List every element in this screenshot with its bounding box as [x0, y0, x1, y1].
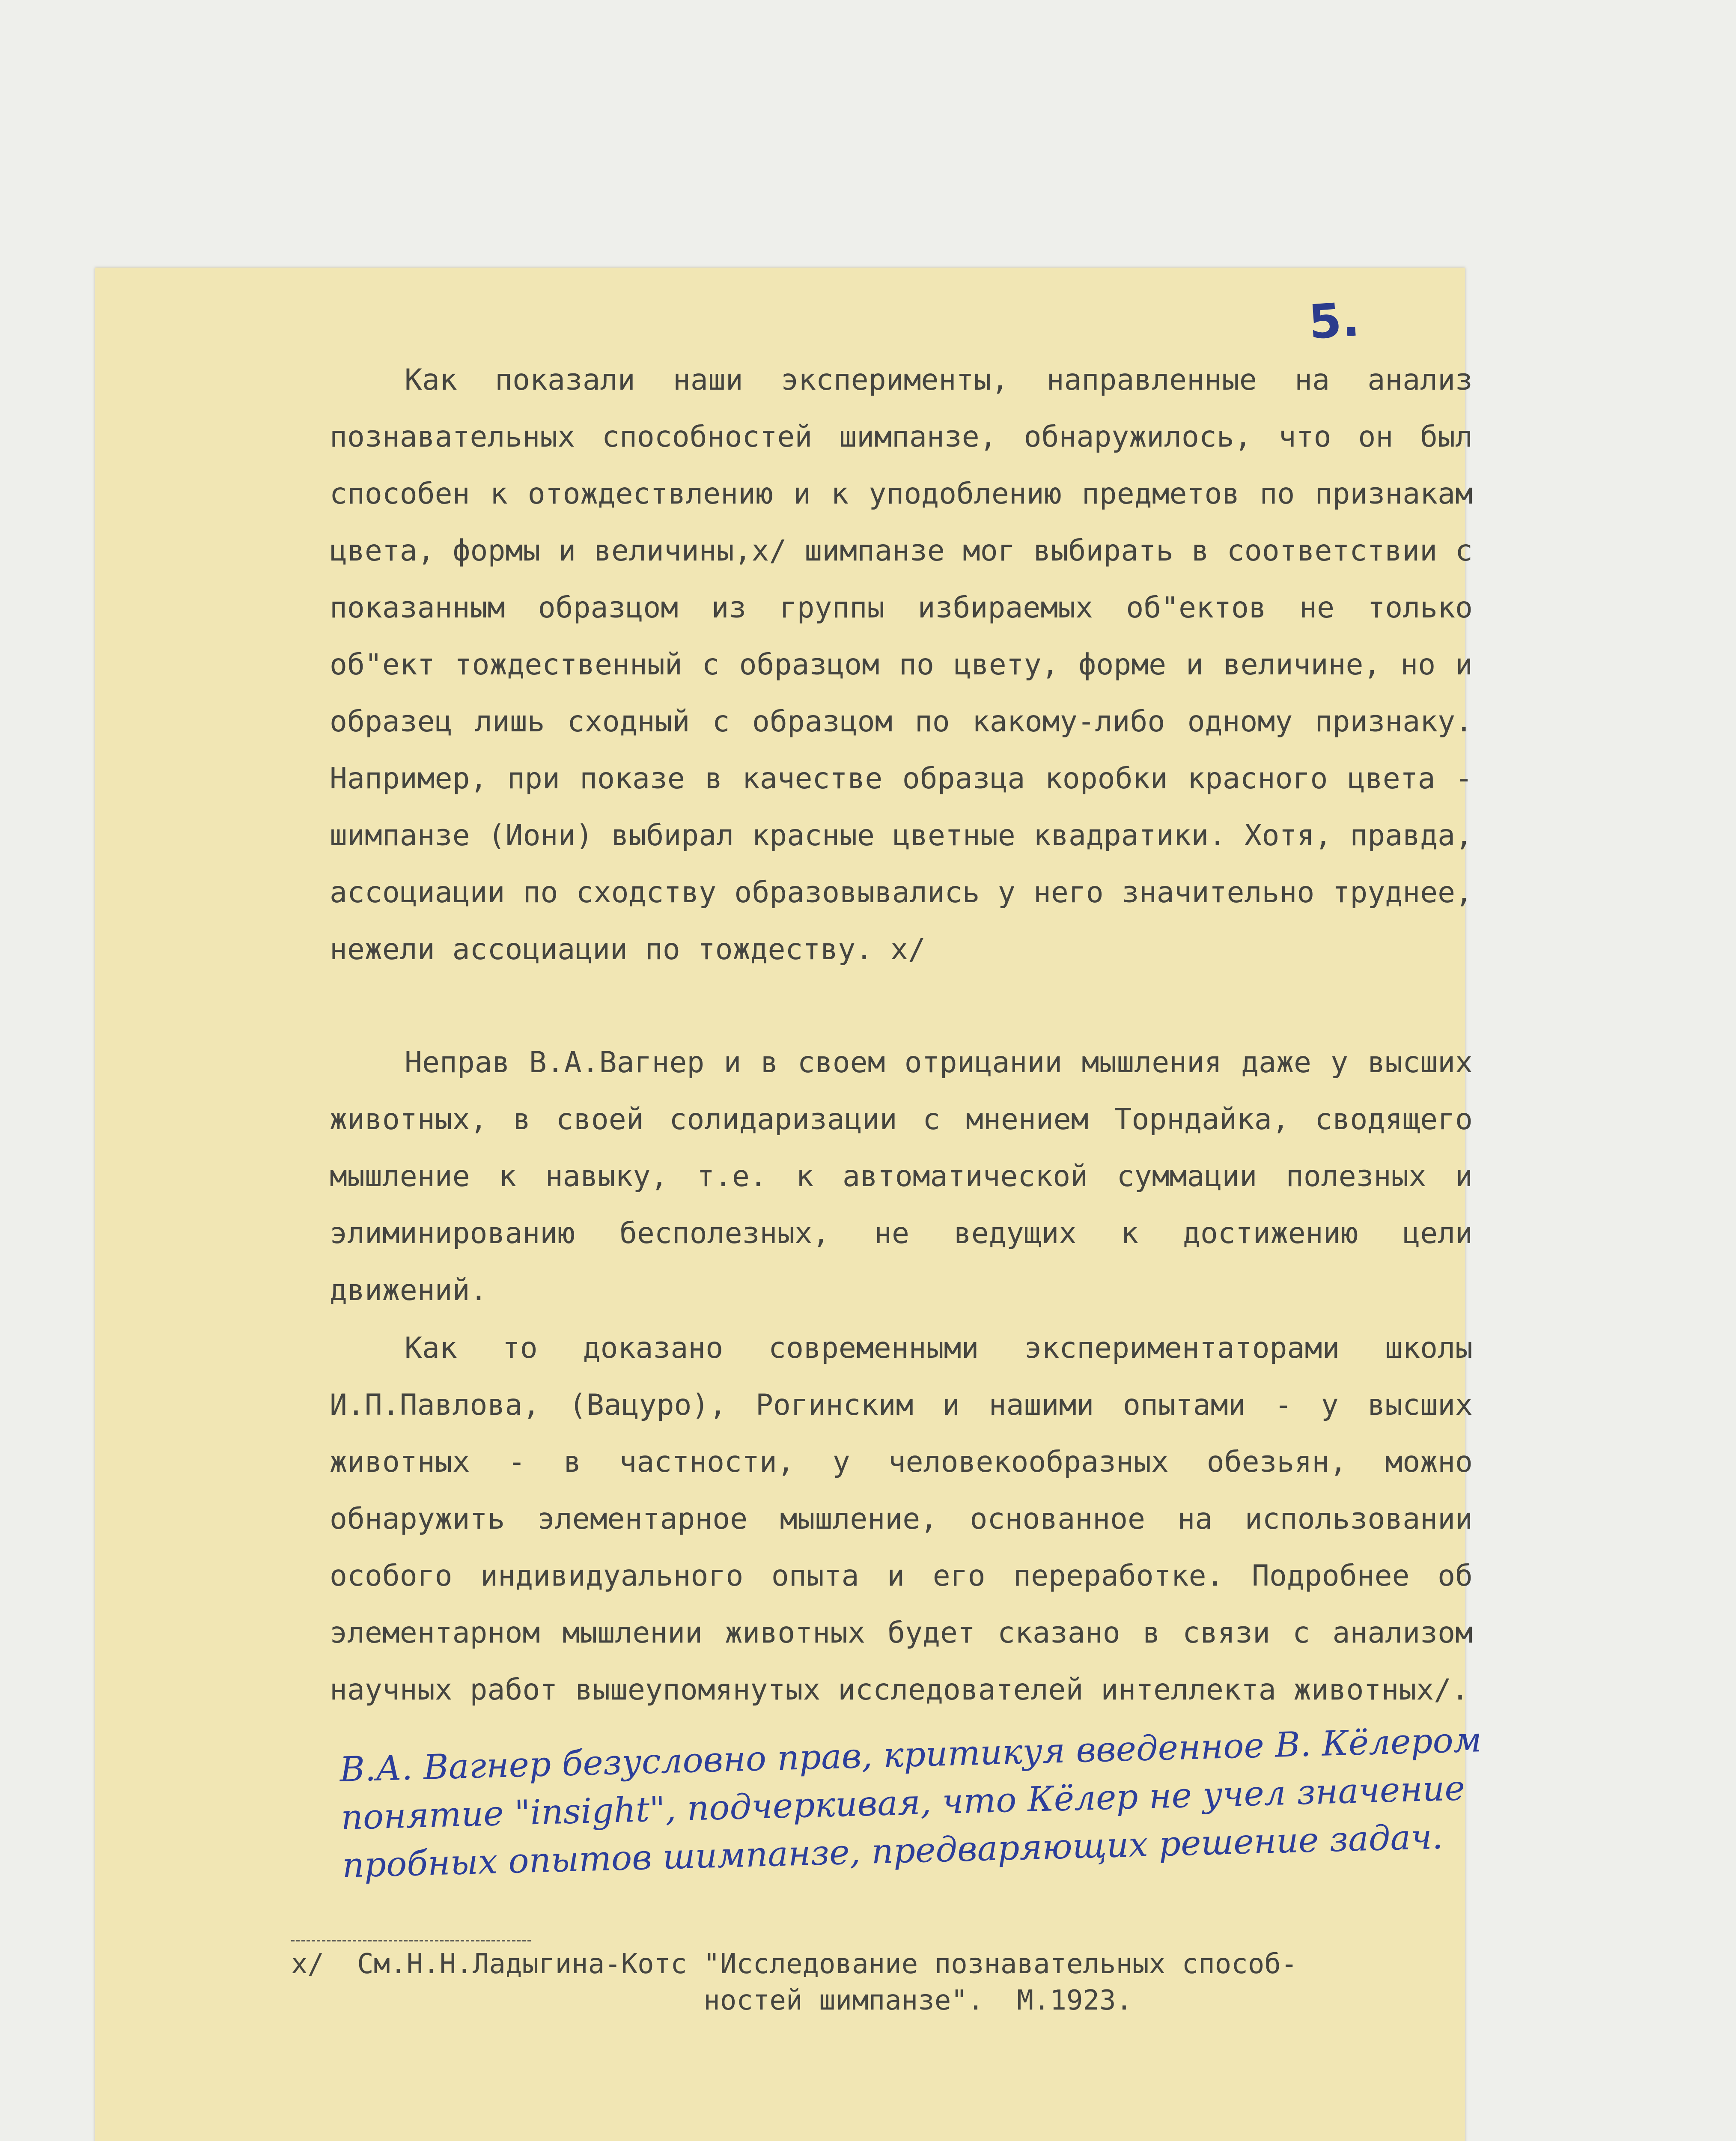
handwritten-note: В.А. Вагнер безусловно прав, критикуя введенное В. Кёлером понятие "insight", подчеркивая, что Кёлер не учел значение пробных опытов шимпанзе, предваряющих решение задач. [339, 1720, 1483, 1885]
body-paragraph-1: Как показали наши эксперименты, направленные на анализ познавательных способностей шимпанзе, обнаружилось, что он был способен к отождествлению и к уподоблению предметов по признакам цвета, формы и величины,x/ шимпанзе мог выбирать в соответствии с показанным образцом из группы избираемых об"ектов не только об"ект тождественный с образцом по цвету, форме и величине, но и образец лишь сходный с образцом по какому-либо одному признаку. Например, при показе в качестве образца коробки красного цвета - шимпанзе (Иони) выбирал красные цветные квадратики. Хотя, правда, ассоциации по сходству образовывались у него значительно труднее, нежели ассоциации по тождеству. x/ [330, 363, 1473, 966]
footnote [291, 1946, 1481, 2019]
footnote-separator [291, 1940, 531, 1941]
footnote-line-1: x/ См.Н.Н.Ладыгина-Котс "Исследование познавательных способ- [291, 1948, 1298, 1980]
page-number: 5. [1307, 292, 1361, 350]
body-paragraph-2: Неправ В.А.Вагнер и в своем отрицании мышления даже у высших животных, в своей солидаризации с мнением Торндайка, сводящего мышление к навыку, т.е. к автоматической суммации полезных и элиминированию бесполезных, не ведущих к достижению цели движений. [330, 1046, 1473, 1307]
footnote-line-2: ностей шимпанзе". М.1923. [291, 1985, 1133, 2016]
body-paragraph-3: Как то доказано современными экспериментаторами школы И.П.Павлова, (Вацуро), Рогинским и нашими опытами - у высших животных - в частности, у человекообразных обезьян, можно обнаружить элементарное мышление, основанное на использовании особого индивидуального опыта и его переработке. Подробнее об элементарном мышлении животных будет сказано в связи с анализом научных работ вышеупомянутых исследователей интеллекта животных/. [330, 1331, 1473, 1707]
manuscript-page [95, 268, 1483, 2141]
